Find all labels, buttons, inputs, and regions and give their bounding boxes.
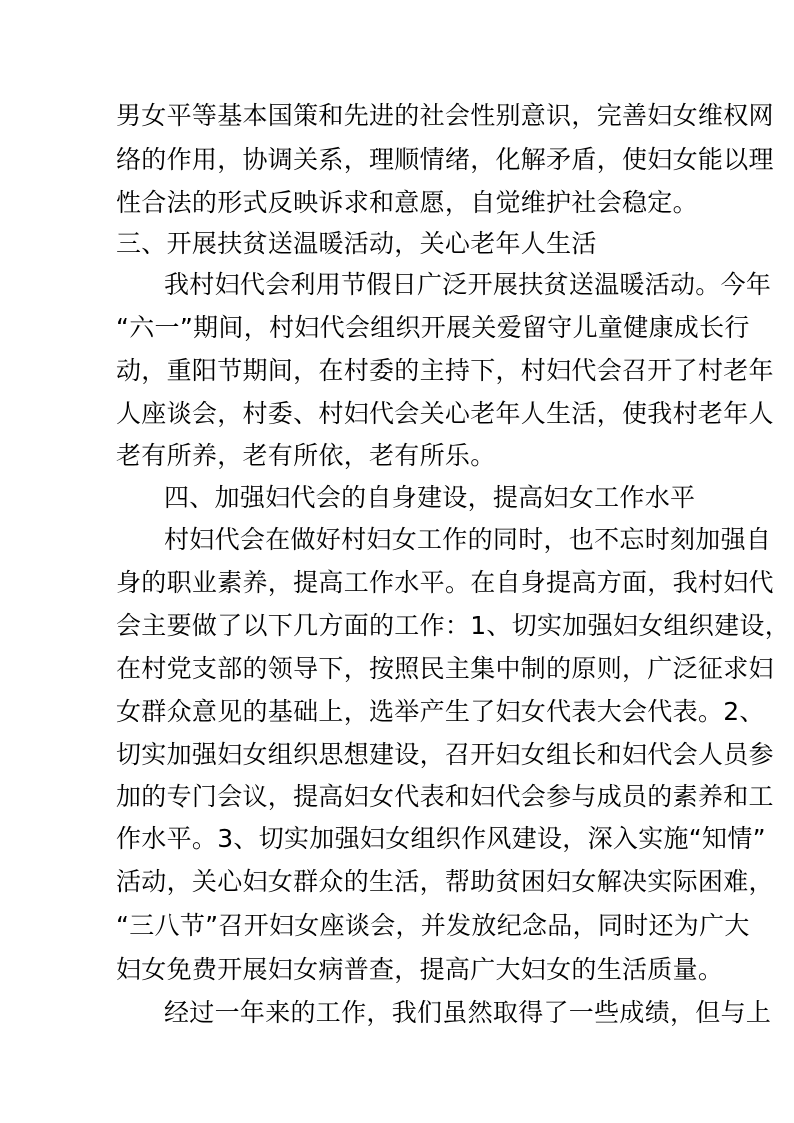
text-line: 活动，关心妇女群众的生活，帮助贫困妇女解决实际困难，	[116, 867, 774, 896]
text-line: 性合法的形式反映诉求和意愿，自觉维护社会稳定。	[116, 188, 698, 217]
text-line: 切实加强妇女组织思想建设，召开妇女组长和妇代会人员参	[116, 740, 774, 769]
text-line: 加的专门会议，提高妇女代表和妇代会参与成员的素养和工	[116, 782, 774, 811]
text-line: 女群众意见的基础上，选举产生了妇女代表大会代表。2、	[116, 697, 765, 726]
text-line: “三八节”召开妇女座谈会，并发放纪念品，同时还为广大	[116, 911, 750, 940]
text-line: 在村党支部的领导下，按照民主集中制的原则，广泛征求妇	[116, 654, 774, 683]
text-line: 妇女免费开展妇女病普查，提高广大妇女的生活质量。	[116, 955, 724, 984]
paragraph-start: 经过一年来的工作，我们虽然取得了一些成绩，但与上	[164, 998, 772, 1027]
text-line: 男女平等基本国策和先进的社会性别意识，完善妇女维权网	[116, 101, 774, 130]
text-line: 身的职业素养，提高工作水平。在自身提高方面，我村妇代	[116, 568, 774, 597]
text-line: 会主要做了以下几方面的工作：1、切实加强妇女组织建设，	[116, 611, 791, 640]
section-heading-4: 四、加强妇代会的自身建设，提高妇女工作水平	[164, 483, 696, 512]
paragraph-start: 村妇代会在做好村妇女工作的同时，也不忘时刻加强自	[164, 525, 772, 554]
paragraph-start: 我村妇代会利用节假日广泛开展扶贫送温暖活动。今年	[164, 270, 772, 299]
section-heading-3: 三、开展扶贫送温暖活动，关心老年人生活	[116, 229, 597, 258]
text-line: 作水平。3、切实加强妇女组织作风建设，深入实施“知情”	[116, 824, 766, 853]
text-line: 动，重阳节期间，在村委的主持下，村妇代会召开了村老年	[116, 356, 774, 385]
text-line: 老有所养，老有所依，老有所乐。	[116, 441, 496, 470]
text-line: 人座谈会，村委、村妇代会关心老年人生活，使我村老年人	[116, 399, 774, 428]
text-line: “六一”期间，村妇代会组织开展关爱留守儿童健康成长行	[116, 313, 750, 342]
text-line: 络的作用，协调关系，理顺情绪，化解矛盾，使妇女能以理	[116, 145, 774, 174]
